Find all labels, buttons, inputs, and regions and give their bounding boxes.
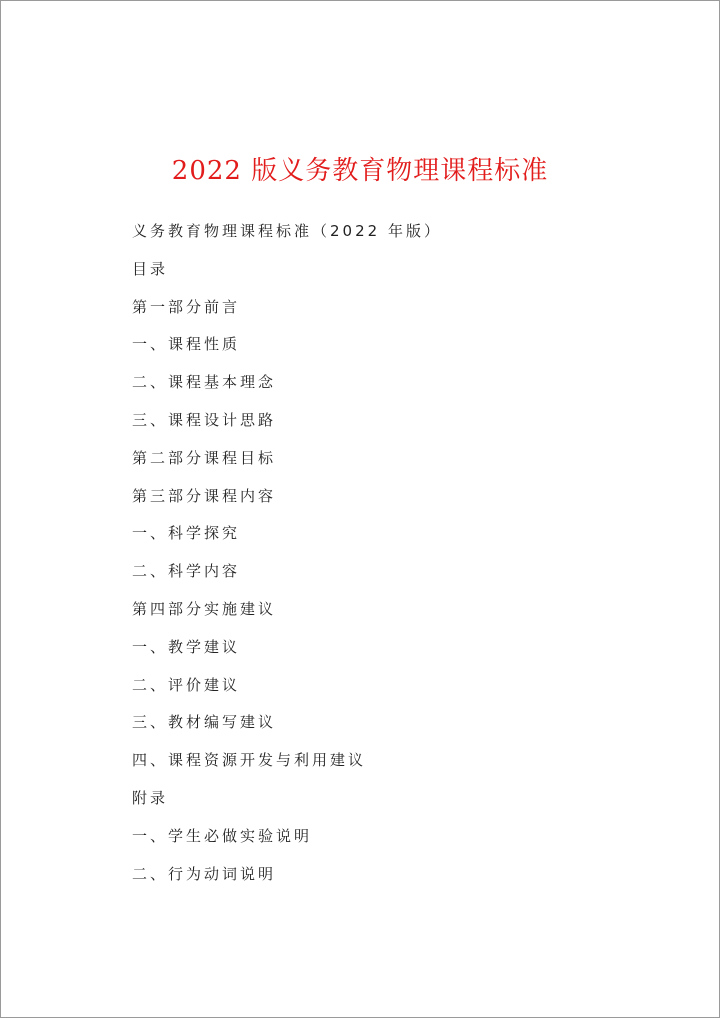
toc-item: 四、课程资源开发与利用建议 bbox=[132, 751, 367, 770]
toc-item: 第二部分课程目标 bbox=[132, 448, 277, 467]
toc-item: 三、教材编写建议 bbox=[132, 713, 277, 732]
toc-item: 二、课程基本理念 bbox=[132, 373, 277, 392]
toc-item: 一、科学探究 bbox=[132, 524, 241, 543]
toc-item: 二、行为动词说明 bbox=[132, 864, 277, 883]
toc-item: 第三部分课程内容 bbox=[132, 486, 277, 505]
toc-item: 第一部分前言 bbox=[132, 297, 241, 316]
toc-item: 二、评价建议 bbox=[132, 675, 241, 694]
toc-item: 一、课程性质 bbox=[132, 335, 241, 354]
table-of-contents bbox=[132, 217, 442, 897]
document-title: 2022 版义务教育物理课程标准 bbox=[171, 156, 549, 186]
toc-item: 第四部分实施建议 bbox=[132, 599, 277, 618]
toc-heading: 目录 bbox=[132, 259, 169, 278]
toc-item: 附录 bbox=[132, 788, 169, 807]
toc-item: 三、课程设计思路 bbox=[132, 410, 277, 429]
toc-item: 一、教学建议 bbox=[132, 637, 241, 656]
doc-subtitle: 义务教育物理课程标准（2022 年版） bbox=[132, 222, 442, 240]
toc-item: 一、学生必做实验说明 bbox=[132, 826, 313, 845]
toc-item: 二、科学内容 bbox=[132, 562, 241, 581]
